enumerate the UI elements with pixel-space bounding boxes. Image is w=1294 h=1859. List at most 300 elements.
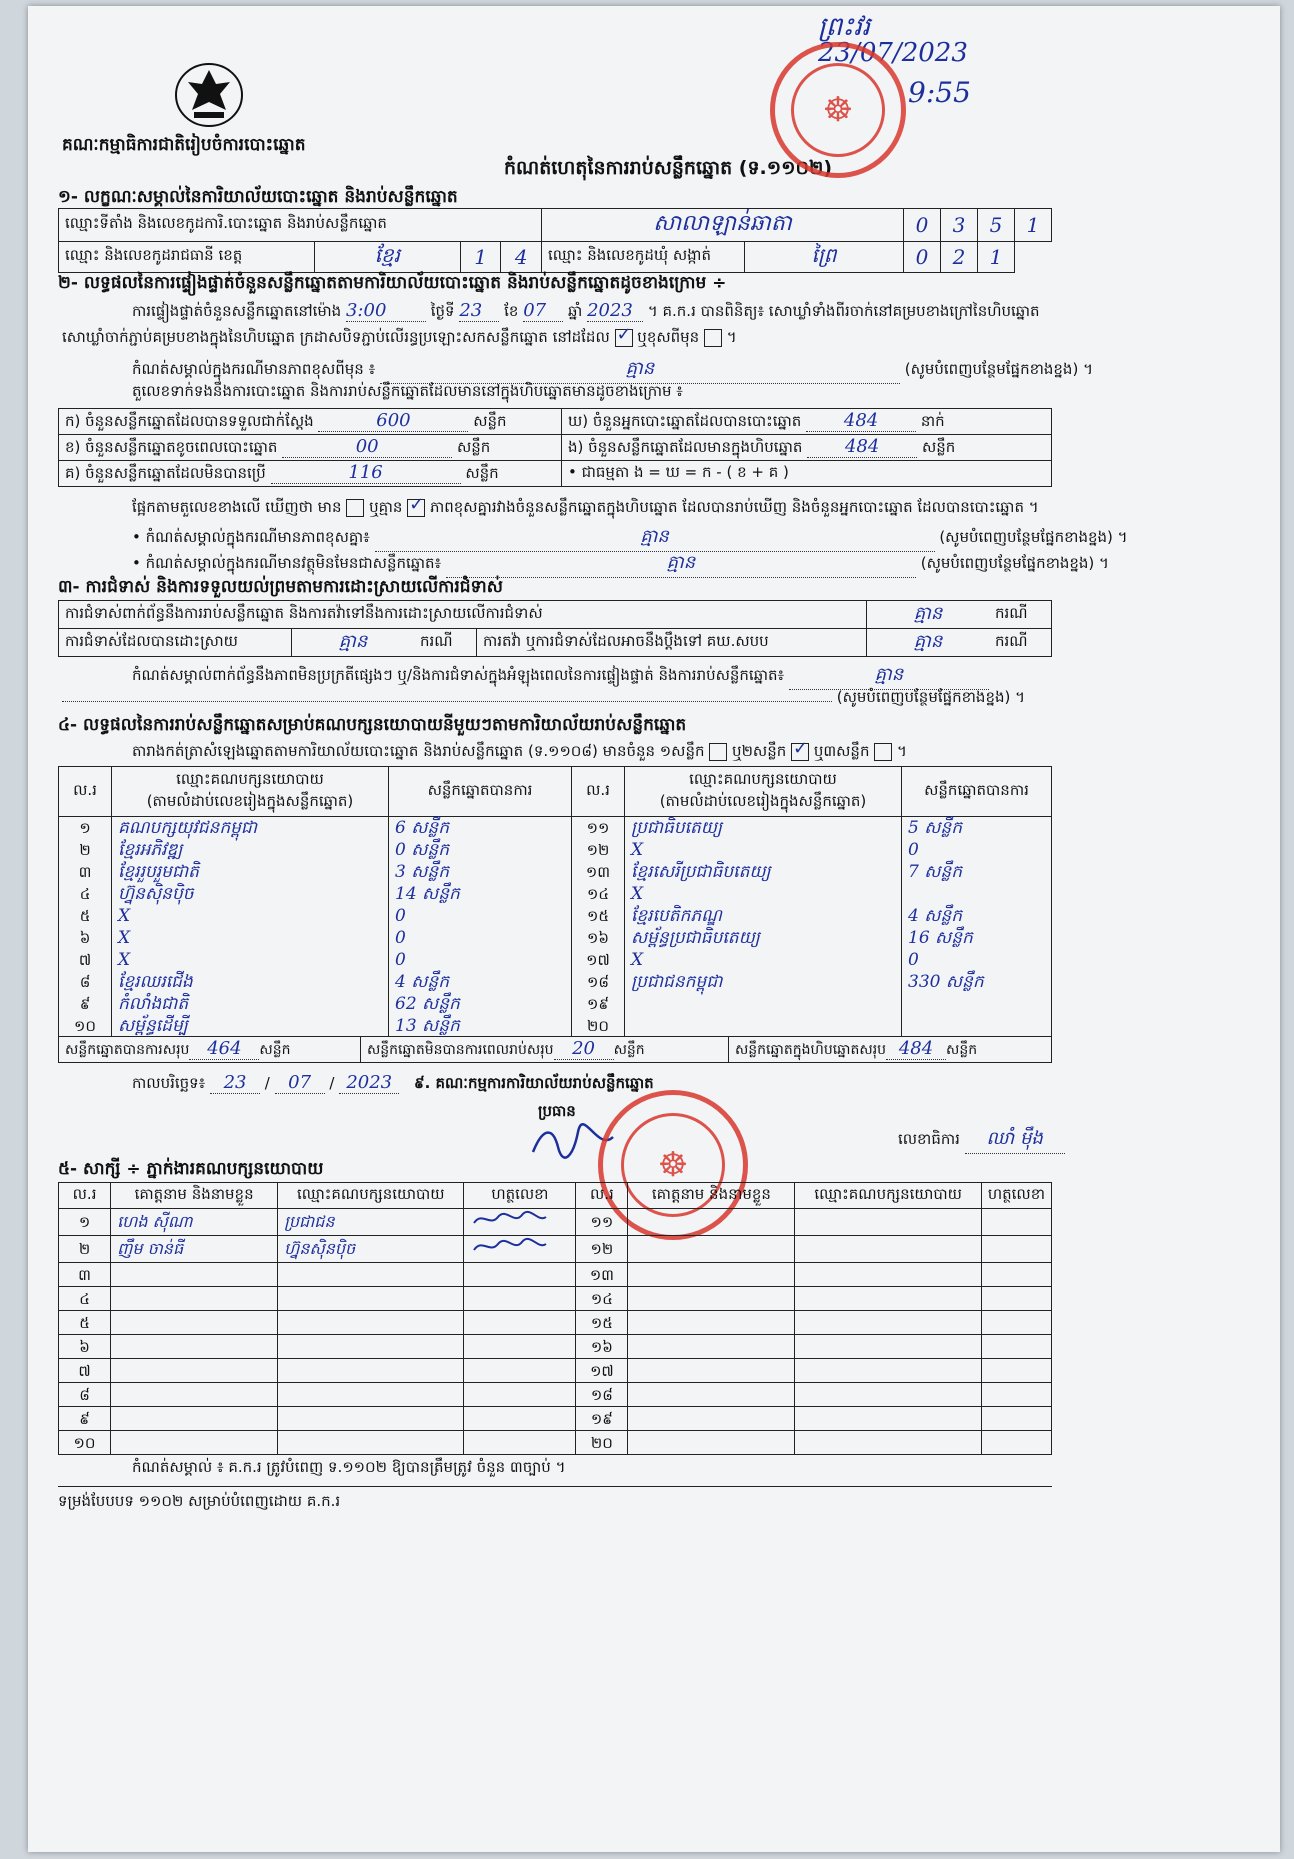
voters-label: ឃ) ចំនួនអ្នកបោះឆ្នោតដែលបានបោះឆ្នោត xyxy=(568,411,802,430)
result-party: X xyxy=(625,883,902,905)
form-title: កំណត់ហេតុនៃការរាប់សន្លឹកឆ្នោត (ទ.១១០២) xyxy=(503,157,833,179)
result-votes xyxy=(902,993,1052,1015)
section2-title: ២- លទ្ធផលនៃការផ្ទៀងផ្ទាត់ចំនួនសន្លឹកឆ្នោតតាមការិយាល័យបោះឆ្នោត និងរាប់សន្លឹកឆ្នោតដូចខាងក្រោម ÷ xyxy=(58,273,727,293)
case-label: ករណី xyxy=(414,629,477,657)
col-no: ល.រ xyxy=(576,1183,628,1209)
witness-signature xyxy=(464,1311,576,1335)
result-party: X xyxy=(112,949,389,971)
col-no: ល.រ xyxy=(59,1183,111,1209)
committee-name: គណៈកម្មាធិការជាតិរៀបចំការបោះឆ្នោត xyxy=(62,135,306,155)
witness-signature xyxy=(464,1335,576,1359)
witness-name xyxy=(628,1236,795,1263)
table-row xyxy=(59,1236,1052,1263)
text: (សូមបំពេញបន្ថែមផ្នែកខាងខ្នង) ។ xyxy=(939,528,1128,546)
witness-name: ហេង ស៊ីណា xyxy=(111,1209,278,1236)
witness-name xyxy=(628,1209,795,1236)
witness-name xyxy=(111,1359,278,1383)
col-no: ល.រ xyxy=(572,767,625,817)
date-line: កាលបរិច្ឆេទ៖ 23 / 07 / 2023 ៩. គណៈកម្មការការិយាល័យរាប់សន្លឹកឆ្នោត xyxy=(132,1072,654,1093)
result-votes: 4 សន្លឹក xyxy=(902,905,1052,927)
witness-signature xyxy=(981,1359,1051,1383)
totals-table xyxy=(58,1036,1052,1063)
witness-name xyxy=(628,1287,795,1311)
irregularity-note-line2 xyxy=(62,688,1025,710)
table-row xyxy=(59,927,1052,949)
witness-signature xyxy=(464,1407,576,1431)
province-name: ខ្មែរ xyxy=(314,242,460,273)
witness-name xyxy=(628,1311,795,1335)
table-row xyxy=(59,817,1052,839)
commune-code-digit: 2 xyxy=(941,242,978,273)
location-code-digit: 0 xyxy=(904,209,941,242)
table-row xyxy=(59,1383,1052,1407)
witness-signature xyxy=(981,1407,1051,1431)
commune-code-digit: 0 xyxy=(904,242,941,273)
result-party: X xyxy=(112,905,389,927)
text: សោឃ្លាំចាក់ភ្ជាប់គម្របខាងក្នុងនៃហិបឆ្នោត ក្រដាសបិទភ្ជាប់លើរន្ធប្រឡោះសកសន្លឹកឆ្នោត នៅដដែល xyxy=(62,328,610,346)
section2-paragraph4: តួលេខទាក់ទងនឹងការបោះឆ្នោត និងការរាប់សន្លឹកឆ្នោតដែលមាននៅក្នុងហិបឆ្នោតមានដូចខាងក្រោម ៖ xyxy=(132,382,683,400)
table-row xyxy=(59,905,1052,927)
text: ការផ្ទៀងផ្ទាត់ចំនួនសន្លឹកឆ្នោតនៅម៉ោង xyxy=(132,302,342,320)
witness-party xyxy=(278,1335,464,1359)
total-valid-label: សន្លឹកឆ្នោតបានការសរុប xyxy=(65,1042,190,1058)
no-difference-checkbox[interactable] xyxy=(407,499,425,517)
text: ថ្ងៃទី xyxy=(430,302,455,320)
section4-intro: តារាងកត់ត្រាសំឡេងឆ្នោតតាមការិយាល័យបោះឆ្នោត និងរាប់សន្លឹកឆ្នោត (ទ.១១០៨) មានចំនួន ១សន្លឹក ឬ២សន្លឹក ✓ ឬ៣សន្លឹក ។ xyxy=(132,742,907,764)
text: ភាពខុសគ្នារវាងចំនួនសន្លឹកឆ្នោតក្នុងហិបឆ្នោត ដែលបានរាប់ឃើញ និងចំនួនអ្នកបោះឆ្នោត ដែលបានបោះឆ្នោត ។ xyxy=(429,498,1039,516)
irregularity-value: គ្មាន xyxy=(789,662,989,690)
witness-no: ៧ xyxy=(59,1359,111,1383)
witness-party xyxy=(278,1383,464,1407)
date-day: 23 xyxy=(210,1072,260,1094)
unchanged-checkbox[interactable] xyxy=(615,329,633,347)
unit: សន្លឹក xyxy=(946,1042,978,1058)
witness-signature xyxy=(464,1359,576,1383)
witness-no: ១៨ xyxy=(576,1383,628,1407)
text: តារាងកត់ត្រាសំឡេងឆ្នោតតាមការិយាល័យបោះឆ្នោត និងរាប់សន្លឹកឆ្នោត (ទ.១១០៨) មានចំនួន ១សន្លឹក xyxy=(132,742,705,760)
result-votes: 3 សន្លឹក xyxy=(389,861,572,883)
result-no: ១២ xyxy=(572,839,625,861)
changed-checkbox[interactable] xyxy=(704,329,722,347)
col-no: ល.រ xyxy=(59,767,112,817)
non-ballot-note-value: គ្មាន xyxy=(446,550,916,578)
received-label: ក) ចំនួនសន្លឹកឆ្នោតដែលបានទទួលជាក់ស្តែង xyxy=(65,411,314,430)
result-party: X xyxy=(112,927,389,949)
case-label: ករណី xyxy=(989,601,1052,629)
handwritten-top-note: ព្រះវរ xyxy=(818,12,871,42)
check-day: 23 xyxy=(459,300,499,322)
result-party: ហ្វ៊ុនស៊ិនប៉ិច xyxy=(112,883,389,905)
section2-paragraph5 xyxy=(132,498,1039,520)
bottom-note: កំណត់សម្គាល់ ៖ គ.ក.រ ត្រូវបំពេញ ទ.១១០២ ឱ្យបានត្រឹមត្រូវ ចំនួន ៣ច្បាប់ ។ xyxy=(132,1458,566,1476)
nec-logo-icon xyxy=(174,62,244,128)
witness-party xyxy=(795,1236,981,1263)
witness-name xyxy=(628,1431,795,1455)
text: (សូមបំពេញបន្ថែមផ្នែកខាងខ្នង) ។ xyxy=(920,554,1109,572)
result-no: ១៥ xyxy=(572,905,625,927)
irregularity-note xyxy=(132,662,989,690)
col-name: គោត្តនាម និងនាមខ្លួន xyxy=(111,1183,278,1209)
result-party: ខ្មែរអភិវឌ្ឍ xyxy=(112,839,389,861)
result-votes: 13 សន្លឹក xyxy=(389,1015,572,1037)
section2-paragraph2: សោឃ្លាំចាក់ភ្ជាប់គម្របខាងក្នុងនៃហិបឆ្នោត ក្រដាសបិទភ្ជាប់លើរន្ធប្រឡោះសកសន្លឹកឆ្នោត នៅដដែល ✓ ឬខុសពីមុន ។ xyxy=(62,328,737,350)
result-party: សម្ព័ន្ធប្រជាធិបតេយ្យ xyxy=(625,927,902,949)
col-party: ឈ្មោះគណបក្សនយោបាយ xyxy=(795,1183,981,1209)
table-row xyxy=(59,1015,1052,1037)
result-no: ១១ xyxy=(572,817,625,839)
col-party-sub: (តាមលំដាប់លេខរៀងក្នុងសន្លឹកឆ្នោត) xyxy=(146,791,354,810)
check-month: 07 xyxy=(523,300,563,322)
received-value: 600 xyxy=(318,410,468,432)
unused-value: 116 xyxy=(271,462,461,484)
text: (សូមបំពេញបន្ថែមផ្នែកខាងខ្នង) ។ xyxy=(904,360,1093,378)
witness-no: ៥ xyxy=(59,1311,111,1335)
results-body xyxy=(59,817,1052,1037)
witness-no: ១៥ xyxy=(576,1311,628,1335)
result-votes: 0 សន្លឹក xyxy=(389,839,572,861)
formula: • ជាធម្មតា ង = ឃ = ក - ( ខ + គ ) xyxy=(562,461,1052,487)
witness-party xyxy=(795,1431,981,1455)
text: ផ្អែកតាមតួលេខខាងលើ ឃើញថា មាន xyxy=(132,498,342,516)
text: ឬ២សន្លឹក xyxy=(732,742,787,760)
unit: នាក់ xyxy=(920,411,945,430)
witness-no: ១៤ xyxy=(576,1287,628,1311)
witness-no: ១១ xyxy=(576,1209,628,1236)
witness-name xyxy=(628,1359,795,1383)
result-party: X xyxy=(625,949,902,971)
text: (សូមបំពេញបន្ថែមផ្នែកខាងខ្នង) ។ xyxy=(836,688,1026,706)
result-votes: 62 សន្លឹក xyxy=(389,993,572,1015)
witness-body xyxy=(59,1209,1052,1455)
table-row xyxy=(59,1407,1052,1431)
total-box-value: 484 xyxy=(886,1038,946,1060)
divider xyxy=(58,1486,1052,1487)
location-code-digit: 5 xyxy=(978,209,1015,242)
witness-signature xyxy=(464,1287,576,1311)
result-votes: 0 xyxy=(902,949,1052,971)
witness-name xyxy=(111,1287,278,1311)
form-sheet xyxy=(28,6,1280,1852)
witness-name xyxy=(111,1335,278,1359)
section1-title: ១- លក្ខណៈសម្គាល់នៃការិយាល័យបោះឆ្នោត និងរាប់សន្លឹកឆ្នោត xyxy=(58,187,458,207)
result-no: ១៨ xyxy=(572,971,625,993)
witness-name: ញឹម ចាន់ធី xyxy=(111,1236,278,1263)
witness-name xyxy=(111,1311,278,1335)
witness-signature xyxy=(981,1263,1051,1287)
result-party: កំលាំងជាតិ xyxy=(112,993,389,1015)
result-votes: 14 សន្លឹក xyxy=(389,883,572,905)
resolved-value: គ្មាន xyxy=(292,629,415,657)
witness-name xyxy=(111,1407,278,1431)
section2-paragraph1 xyxy=(132,300,1052,324)
org-label: ៩. គណៈកម្មការការិយាល័យរាប់សន្លឹកឆ្នោត xyxy=(414,1074,654,1092)
total-invalid-label: សន្លឹកឆ្នោតមិនបានការពេលរាប់សរុប xyxy=(366,1042,554,1058)
witness-party xyxy=(278,1263,464,1287)
case-label: ករណី xyxy=(989,629,1052,657)
witness-party xyxy=(795,1287,981,1311)
table-row xyxy=(59,1287,1052,1311)
result-votes: 0 xyxy=(389,905,572,927)
text: កំណត់សម្គាល់ពាក់ព័ន្ធនឹងភាពមិនប្រក្រតីផ្សេងៗ ឬ/និងការជំទាស់ក្នុងអំឡុងពេលនៃការផ្ទៀងផ្ទាត់ និងការរាប់សន្លឹកឆ្នោត៖ xyxy=(132,666,785,684)
result-party: ប្រជាធិបតេយ្យ xyxy=(625,817,902,839)
witness-signature xyxy=(464,1263,576,1287)
result-no: ៦ xyxy=(59,927,112,949)
result-party: ខ្មែរបេតិកភណ្ឌ xyxy=(625,905,902,927)
witness-name xyxy=(628,1263,795,1287)
handwritten-time: 9:55 xyxy=(908,76,971,109)
complaint-value: គ្មាន xyxy=(867,601,990,629)
result-votes xyxy=(902,1015,1052,1037)
table-row xyxy=(59,883,1052,905)
col-party: ឈ្មោះគណបក្សនយោបាយ xyxy=(278,1183,464,1209)
col-party-label: ឈ្មោះគណបក្សនយោបាយ xyxy=(689,769,837,788)
result-votes: 330 សន្លឹក xyxy=(902,971,1052,993)
witness-party xyxy=(795,1209,981,1236)
handwritten-date: 23/07/2023 xyxy=(818,38,968,68)
has-difference-checkbox[interactable] xyxy=(346,499,364,517)
result-no: ៣ xyxy=(59,861,112,883)
witness-table xyxy=(58,1182,1052,1455)
date-label: កាលបរិច្ឆេទ៖ xyxy=(132,1074,206,1092)
secretary-line xyxy=(898,1126,1065,1154)
unit: សន្លឹក xyxy=(921,437,956,456)
three-sheets-checkbox[interactable] xyxy=(874,743,892,761)
witness-party xyxy=(795,1311,981,1335)
result-votes xyxy=(902,883,1052,905)
text: ឬខុសពីមុន xyxy=(637,328,700,346)
witness-party xyxy=(795,1383,981,1407)
witness-no: ៨ xyxy=(59,1383,111,1407)
text: ខែ xyxy=(504,302,519,320)
result-party xyxy=(625,993,902,1015)
province-code-digit: 1 xyxy=(460,242,501,273)
result-party: ខ្មែររួបរួមជាតិ xyxy=(112,861,389,883)
table-row xyxy=(59,1359,1052,1383)
witness-no: ៤ xyxy=(59,1287,111,1311)
witness-party xyxy=(795,1335,981,1359)
col-votes: សន្លឹកឆ្នោតបានការ xyxy=(902,767,1052,817)
witness-signature xyxy=(464,1431,576,1455)
result-no: ៩ xyxy=(59,993,112,1015)
witness-party xyxy=(278,1431,464,1455)
witness-no: ១៦ xyxy=(576,1335,628,1359)
result-party: ខ្មែរឈរជើង xyxy=(112,971,389,993)
appeal-value: គ្មាន xyxy=(867,629,990,657)
commune-label: ឈ្មោះ និងលេខកូដឃុំ សង្កាត់ xyxy=(542,242,745,273)
commune-name: ព្រៃ xyxy=(745,242,904,273)
result-party: គណបក្សយុវជនកម្ពុជា xyxy=(112,817,389,839)
witness-party xyxy=(795,1407,981,1431)
signature-scribble xyxy=(470,1209,550,1229)
col-votes: សន្លឹកឆ្នោតបានការ xyxy=(389,767,572,817)
result-no: ២០ xyxy=(572,1015,625,1037)
witness-signature xyxy=(464,1236,576,1263)
unit: សន្លឹក xyxy=(465,463,499,482)
witness-party xyxy=(278,1287,464,1311)
dotted-line xyxy=(62,701,832,702)
result-no: ៧ xyxy=(59,949,112,971)
col-name: គោត្តនាម និងនាមខ្លួន xyxy=(628,1183,795,1209)
witness-no: ៣ xyxy=(59,1263,111,1287)
section1-table xyxy=(58,208,1052,273)
unused-label: គ) ចំនួនសន្លឹកឆ្នោតដែលមិនបានប្រើ xyxy=(65,463,266,482)
unit: សន្លឹក xyxy=(613,1042,645,1058)
location-code-digit: 1 xyxy=(1015,209,1052,242)
change-note-value: គ្មាន xyxy=(380,356,900,384)
secretary-name: ឈាំ ម៉ឹង xyxy=(965,1126,1065,1154)
location-name: សាលាឡាន់ឆាតា xyxy=(542,209,904,242)
table-row xyxy=(59,949,1052,971)
witness-party xyxy=(278,1359,464,1383)
result-party: ខ្មែរសេរីប្រជាធិបតេយ្យ xyxy=(625,861,902,883)
witness-no: ១២ xyxy=(576,1236,628,1263)
witness-signature xyxy=(981,1431,1051,1455)
difference-note-value: គ្មាន xyxy=(375,524,935,552)
text: • កំណត់សម្គាល់ក្នុងករណីមានភាពខុសគ្នា៖ xyxy=(132,528,370,546)
col-party xyxy=(625,767,902,817)
total-box-label: សន្លឹកឆ្នោតក្នុងហិបឆ្នោតសរុប xyxy=(734,1042,887,1058)
unit: សន្លឹក xyxy=(473,411,507,430)
result-no: ១៤ xyxy=(572,883,625,905)
signature-scribble xyxy=(470,1236,550,1256)
witness-signature xyxy=(981,1236,1051,1263)
appeal-label: ការតវ៉ា ឬការជំទាស់ដែលអាចនឹងប្តឹងទៅ គឃ.សបប xyxy=(477,629,867,657)
count-table xyxy=(58,408,1052,487)
complaints-table xyxy=(58,600,1052,657)
result-no: ១៦ xyxy=(572,927,625,949)
difference-note xyxy=(132,524,1128,552)
total-invalid-value: 20 xyxy=(554,1038,614,1060)
complaint-label: ការជំទាស់ពាក់ព័ន្ធនឹងការរាប់សន្លឹកឆ្នោត និងការតវ៉ាទៅនឹងការដោះស្រាយលើការជំទាស់ xyxy=(59,601,867,629)
witness-signature xyxy=(981,1287,1051,1311)
witness-name xyxy=(628,1383,795,1407)
table-row xyxy=(59,1431,1052,1455)
commune-code-digit: 1 xyxy=(978,242,1015,273)
witness-no: ១៣ xyxy=(576,1263,628,1287)
witness-no: ៩ xyxy=(59,1407,111,1431)
official-stamp-bottom: ☸ xyxy=(598,1090,748,1240)
table-row xyxy=(59,1311,1052,1335)
table-row xyxy=(59,1335,1052,1359)
witness-no: ១ xyxy=(59,1209,111,1236)
table-row xyxy=(59,839,1052,861)
chair-label: ប្រធាន xyxy=(538,1102,576,1120)
ballots-in-box-value: 484 xyxy=(807,436,917,458)
check-year: 2023 xyxy=(587,300,643,322)
witness-no: ១៩ xyxy=(576,1407,628,1431)
secretary-label: លេខាធិការ xyxy=(898,1130,960,1148)
table-row xyxy=(59,861,1052,883)
non-ballot-note xyxy=(132,550,1109,578)
location-label: ឈ្មោះទីតាំង និងលេខកូដការិ.បោះឆ្នោត និងរាប់សន្លឹកឆ្នោត xyxy=(59,209,542,242)
result-votes: 6 សន្លឹក xyxy=(389,817,572,839)
result-votes: 16 សន្លឹក xyxy=(902,927,1052,949)
resolved-label: ការជំទាស់ដែលបានដោះស្រាយ xyxy=(59,629,292,657)
result-party: សម្ព័ន្ធដើម្បី xyxy=(112,1015,389,1037)
witness-signature xyxy=(981,1335,1051,1359)
province-code-digit: 4 xyxy=(501,242,542,273)
result-no: ៥ xyxy=(59,905,112,927)
spoiled-value: 00 xyxy=(282,436,452,458)
result-votes: 0 xyxy=(902,839,1052,861)
table-row xyxy=(59,993,1052,1015)
table-row xyxy=(59,971,1052,993)
result-votes: 4 សន្លឹក xyxy=(389,971,572,993)
witness-name xyxy=(111,1263,278,1287)
text: ឬ៣សន្លឹក xyxy=(813,742,870,760)
witness-party xyxy=(795,1263,981,1287)
witness-name xyxy=(628,1335,795,1359)
two-sheets-checkbox[interactable] xyxy=(791,743,809,761)
witness-no: ២ xyxy=(59,1236,111,1263)
witness-party xyxy=(795,1359,981,1383)
date-month: 07 xyxy=(275,1072,325,1094)
col-party xyxy=(112,767,389,817)
witness-name xyxy=(111,1383,278,1407)
witness-signature xyxy=(981,1383,1051,1407)
witness-party: ប្រជាជន xyxy=(278,1209,464,1236)
witness-name xyxy=(628,1407,795,1431)
result-party: X xyxy=(625,839,902,861)
table-row xyxy=(59,1263,1052,1287)
witness-name xyxy=(111,1431,278,1455)
witness-signature xyxy=(464,1383,576,1407)
text: ឆ្នាំ xyxy=(567,302,583,320)
one-sheet-checkbox[interactable] xyxy=(709,743,727,761)
official-stamp-top: ☸ xyxy=(770,42,906,178)
witness-signature xyxy=(981,1311,1051,1335)
result-no: ៤ xyxy=(59,883,112,905)
result-no: ៨ xyxy=(59,971,112,993)
text: កំណត់សម្គាល់ក្នុងករណីមានភាពខុសពីមុន ៖ xyxy=(132,360,376,378)
result-party xyxy=(625,1015,902,1037)
witness-party xyxy=(278,1311,464,1335)
witness-no: ៦ xyxy=(59,1335,111,1359)
witness-no: ១០ xyxy=(59,1431,111,1455)
section2-paragraph3 xyxy=(132,356,1093,384)
unit: សន្លឹក xyxy=(259,1042,291,1058)
result-votes: 0 xyxy=(389,949,572,971)
text: • កំណត់សម្គាល់ក្នុងករណីមានវត្ថុមិនមែនជាសន្លឹកឆ្នោត៖ xyxy=(132,554,442,572)
location-code-digit: 3 xyxy=(941,209,978,242)
witness-no: ១៧ xyxy=(576,1359,628,1383)
result-no: ១០ xyxy=(59,1015,112,1037)
text: ។ គ.ក.រ បានពិនិត្យ៖ សោឃ្លាំទាំងពីរចាក់នៅគម្របខាងក្រៅនៃហិបឆ្នោត xyxy=(647,302,1040,320)
result-no: ១៧ xyxy=(572,949,625,971)
text: ឬគ្មាន xyxy=(369,498,403,516)
result-votes: 7 សន្លឹក xyxy=(902,861,1052,883)
result-no: ១ xyxy=(59,817,112,839)
ballots-in-box-label: ង) ចំនួនសន្លឹកឆ្នោតដែលមានក្នុងហិបឆ្នោត xyxy=(568,437,803,456)
section5-title: ៥- សាក្សី ÷ ភ្នាក់ងារគណបក្សនយោបាយ xyxy=(58,1159,324,1179)
result-votes: 0 xyxy=(389,927,572,949)
voters-value: 484 xyxy=(806,410,916,432)
col-party-sub: (តាមលំដាប់លេខរៀងក្នុងសន្លឹកឆ្នោត) xyxy=(659,791,867,810)
witness-party xyxy=(278,1407,464,1431)
witness-signature xyxy=(464,1209,576,1236)
witness-party: ហ្វ៊ុនស៊ិនប៉ិច xyxy=(278,1236,464,1263)
result-party: ប្រជាជនកម្ពុជា xyxy=(625,971,902,993)
col-sign: ហត្ថលេខា xyxy=(464,1183,576,1209)
unit: សន្លឹក xyxy=(456,437,491,456)
table-row xyxy=(59,1209,1052,1236)
check-time: 3:00 xyxy=(346,300,426,322)
spoiled-label: ខ) ចំនួនសន្លឹកឆ្នោតខូចពេលបោះឆ្នោត xyxy=(65,437,278,456)
result-no: ១៣ xyxy=(572,861,625,883)
witness-signature xyxy=(981,1209,1051,1236)
result-no: ១៩ xyxy=(572,993,625,1015)
total-valid-value: 464 xyxy=(189,1038,259,1060)
